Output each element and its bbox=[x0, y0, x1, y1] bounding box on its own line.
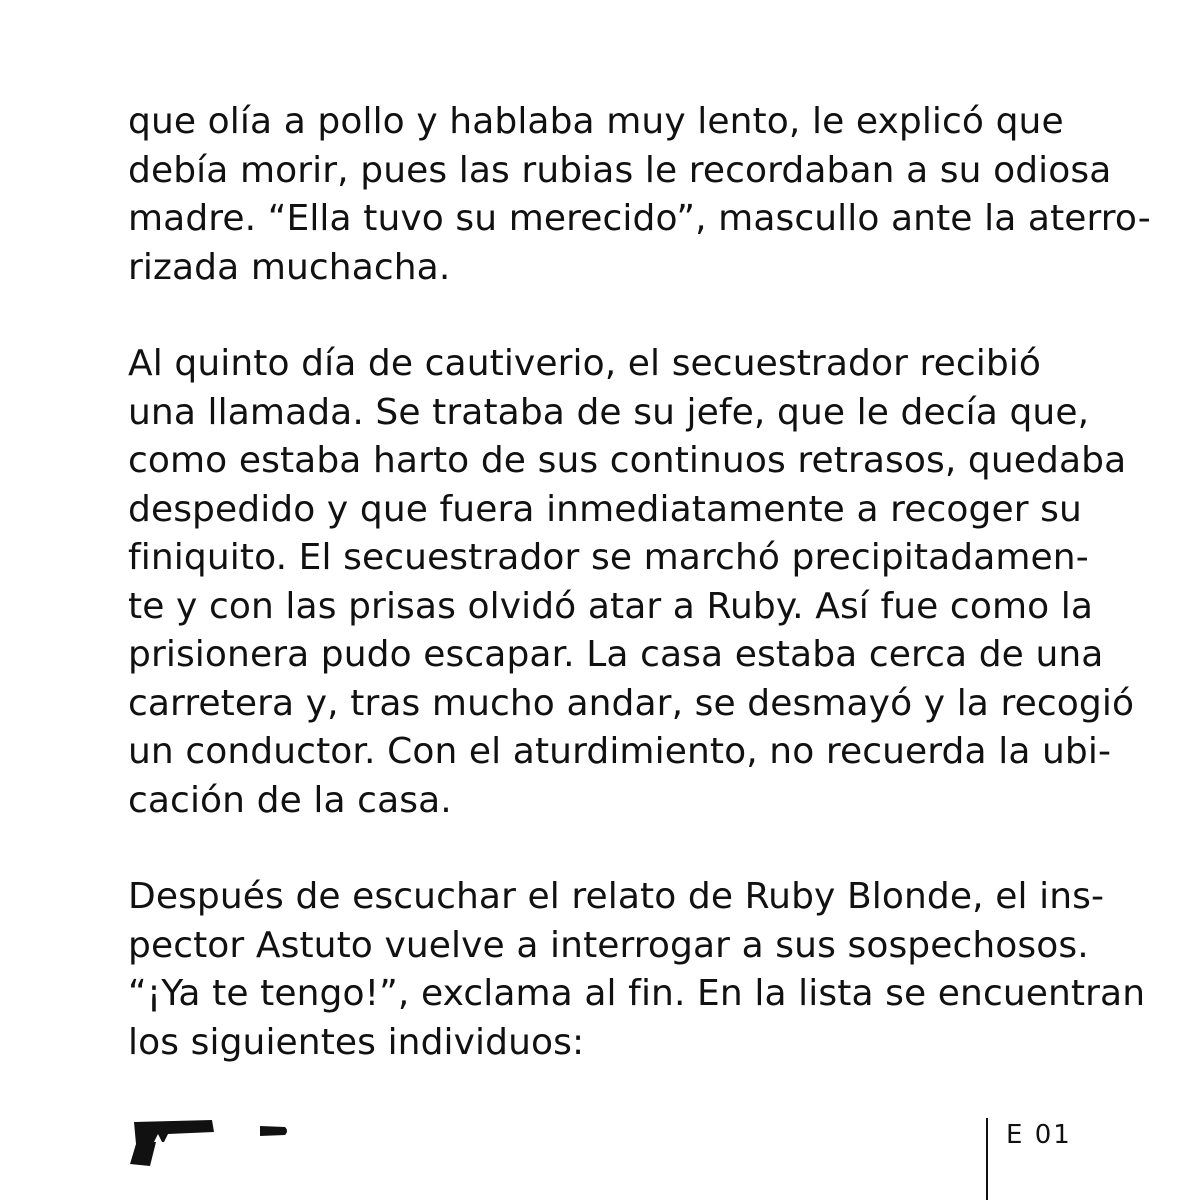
body-text bbox=[128, 98, 1151, 1115]
gun-icon bbox=[128, 1112, 214, 1168]
text-line: finiquito. El secuestrador se marchó precipitadamen- bbox=[128, 537, 1089, 578]
text-line: una llamada. Se trataba de su jefe, que le decía que, bbox=[128, 391, 1090, 433]
text-line: que olía a pollo y hablaba muy lento, le explicó que bbox=[128, 101, 1064, 142]
text-line: rizada muchacha. bbox=[128, 246, 451, 288]
text-line: cación de la casa. bbox=[128, 779, 452, 821]
paragraph-1 bbox=[128, 98, 1151, 292]
text-line: un conductor. Con el aturdimiento, no recuerda la ubi- bbox=[128, 731, 1112, 772]
text-line: los siguientes individuos: bbox=[128, 1021, 585, 1063]
text-line: Al quinto día de cautiverio, el secuestrador recibió bbox=[128, 343, 1042, 384]
text-line: debía morir, pues las rubias le recordaban a su odiosa bbox=[128, 149, 1112, 191]
text-line: carretera y, tras mucho andar, se desmayó y la recogió bbox=[128, 682, 1135, 724]
paragraph-3 bbox=[128, 873, 1146, 1067]
text-line: te y con las prisas olvidó atar a Ruby. Así fue como la bbox=[128, 585, 1094, 627]
paragraph-2 bbox=[128, 340, 1135, 825]
text-line: despedido y que fuera inmediatamente a recoger su bbox=[128, 488, 1082, 530]
text-line: pector Astuto vuelve a interrogar a sus sospechosos. bbox=[128, 924, 1089, 966]
dash-icon bbox=[259, 1124, 289, 1138]
text-line: prisionera pudo escapar. La casa estaba cerca de una bbox=[128, 634, 1104, 675]
text-line: madre. “Ella tuvo su merecido”, mascullo ante la aterro- bbox=[128, 198, 1151, 239]
footer-divider bbox=[986, 1118, 988, 1200]
page-code: E 01 bbox=[1006, 1120, 1072, 1150]
text-line: como estaba harto de sus continuos retrasos, quedaba bbox=[128, 440, 1127, 481]
text-line: “¡Ya te tengo!”, exclama al fin. En la lista se encuentran bbox=[128, 973, 1146, 1014]
text-line: Después de escuchar el relato de Ruby Blonde, el ins- bbox=[128, 876, 1105, 917]
